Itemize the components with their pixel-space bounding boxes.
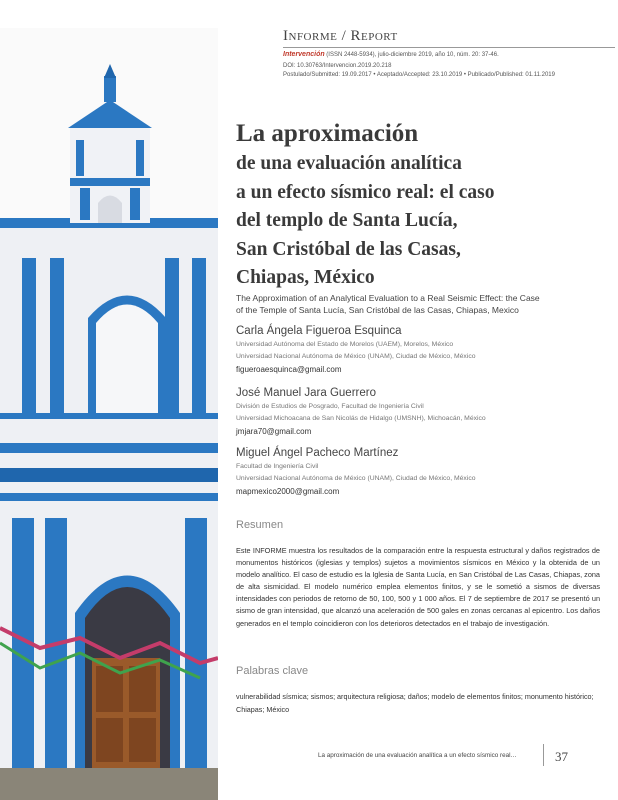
subtitle-line: of the Temple of Santa Lucía, San Cristóbal de las Casas, Chiapas, Mexico	[236, 305, 519, 315]
section-label: Informe / Report	[283, 28, 398, 44]
title-line: a un efecto sísmico real: el caso	[236, 181, 495, 203]
journal-name: Intervención	[283, 51, 325, 58]
author-affiliation: Universidad Nacional Autónoma de México (UNAM), Ciudad de México, México	[236, 475, 476, 482]
author-email[interactable]: mapmexico2000@gmail.com	[236, 487, 340, 496]
author-email[interactable]: jmjara70@gmail.com	[236, 427, 312, 436]
doi[interactable]: DOI: 10.30763/Intervencion.2019.20.218	[283, 63, 392, 69]
english-title	[236, 292, 596, 316]
author-name: Carla Ángela Figueroa Esquinca	[236, 325, 402, 337]
keywords-text: vulnerabilidad sísmica; sismos; arquitectura religiosa; daños; modelo de elementos finitos; monumento histórico; Chiapas; México	[236, 692, 594, 714]
author-affiliation: División de Estudios de Posgrado, Facultad de Ingeniería Civil	[236, 403, 424, 410]
author-block	[236, 386, 596, 438]
author-name: Miguel Ángel Pacheco Martínez	[236, 447, 399, 459]
keywords-heading: Palabras clave	[236, 665, 309, 677]
author-affiliation: Universidad Nacional Autónoma de México (UNAM), Ciudad de México, México	[236, 353, 476, 360]
title-line: La aproximación	[236, 120, 419, 147]
abstract-heading: Resumen	[236, 519, 284, 531]
title-line: Chiapas, México	[236, 267, 375, 288]
footer-divider	[543, 744, 544, 766]
issn-line: (ISSN 2448-5934), julio-diciembre 2019, año 10, núm. 20: 37-46.	[326, 52, 499, 58]
church-photo	[0, 28, 218, 800]
article-title	[236, 118, 596, 293]
author-block	[236, 446, 596, 498]
journal-citation	[283, 51, 499, 58]
running-title: La aproximación de una evaluación analítica a un efecto sísmico real…	[318, 752, 517, 759]
header-rule	[283, 47, 615, 48]
title-line: de una evaluación analítica	[236, 153, 462, 174]
publication-dates: Postulado/Submitted: 19.09.2017 • Aceptado/Accepted: 23.10.2019 • Publicado/Published: 01.11.2019	[283, 72, 555, 78]
abstract-text: Este INFORME muestra los resultados de la comparación entre la respuesta estructural y daños registrados de monumentos históricos (iglesias y templos) sujetos a movimientos sísmicos en México y la obtenida de un modelo analítico. El caso de estudio es la Iglesia de Santa Lucía, en San Cristóbal de Las Casas, Chiapas, zona de alta sismicidad. El modelo numérico emplea elementos finitos, y se le sometió a sismos de diversas intensidades con periodos de retorno de 50, 100, 500 y 1 000 años. El 7 de septiembre de 2017 se presentó un sismo de gran intensidad, que alcanzó una aceleración de 500 gales en zonas cercanas al epicentro. Los daños generados en el templo coincidieron con los deterioros detectados en el trabajo de investigación.	[236, 546, 600, 628]
author-affiliation: Universidad Michoacana de San Nicolás de Hidalgo (UMSNH), Michoacán, México	[236, 415, 486, 422]
title-line: del templo de Santa Lucía,	[236, 210, 458, 231]
page-number: 37	[555, 749, 568, 764]
author-name: José Manuel Jara Guerrero	[236, 387, 376, 399]
author-block	[236, 324, 596, 376]
title-line: San Cristóbal de las Casas,	[236, 238, 461, 260]
author-affiliation: Universidad Autónoma del Estado de Morelos (UAEM), Morelos, México	[236, 341, 454, 348]
subtitle-line: The Approximation of an Analytical Evaluation to a Real Seismic Effect: the Case	[236, 293, 540, 303]
author-affiliation: Facultad de Ingeniería Civil	[236, 463, 319, 470]
author-email[interactable]: figueroaesquinca@gmail.com	[236, 365, 342, 374]
